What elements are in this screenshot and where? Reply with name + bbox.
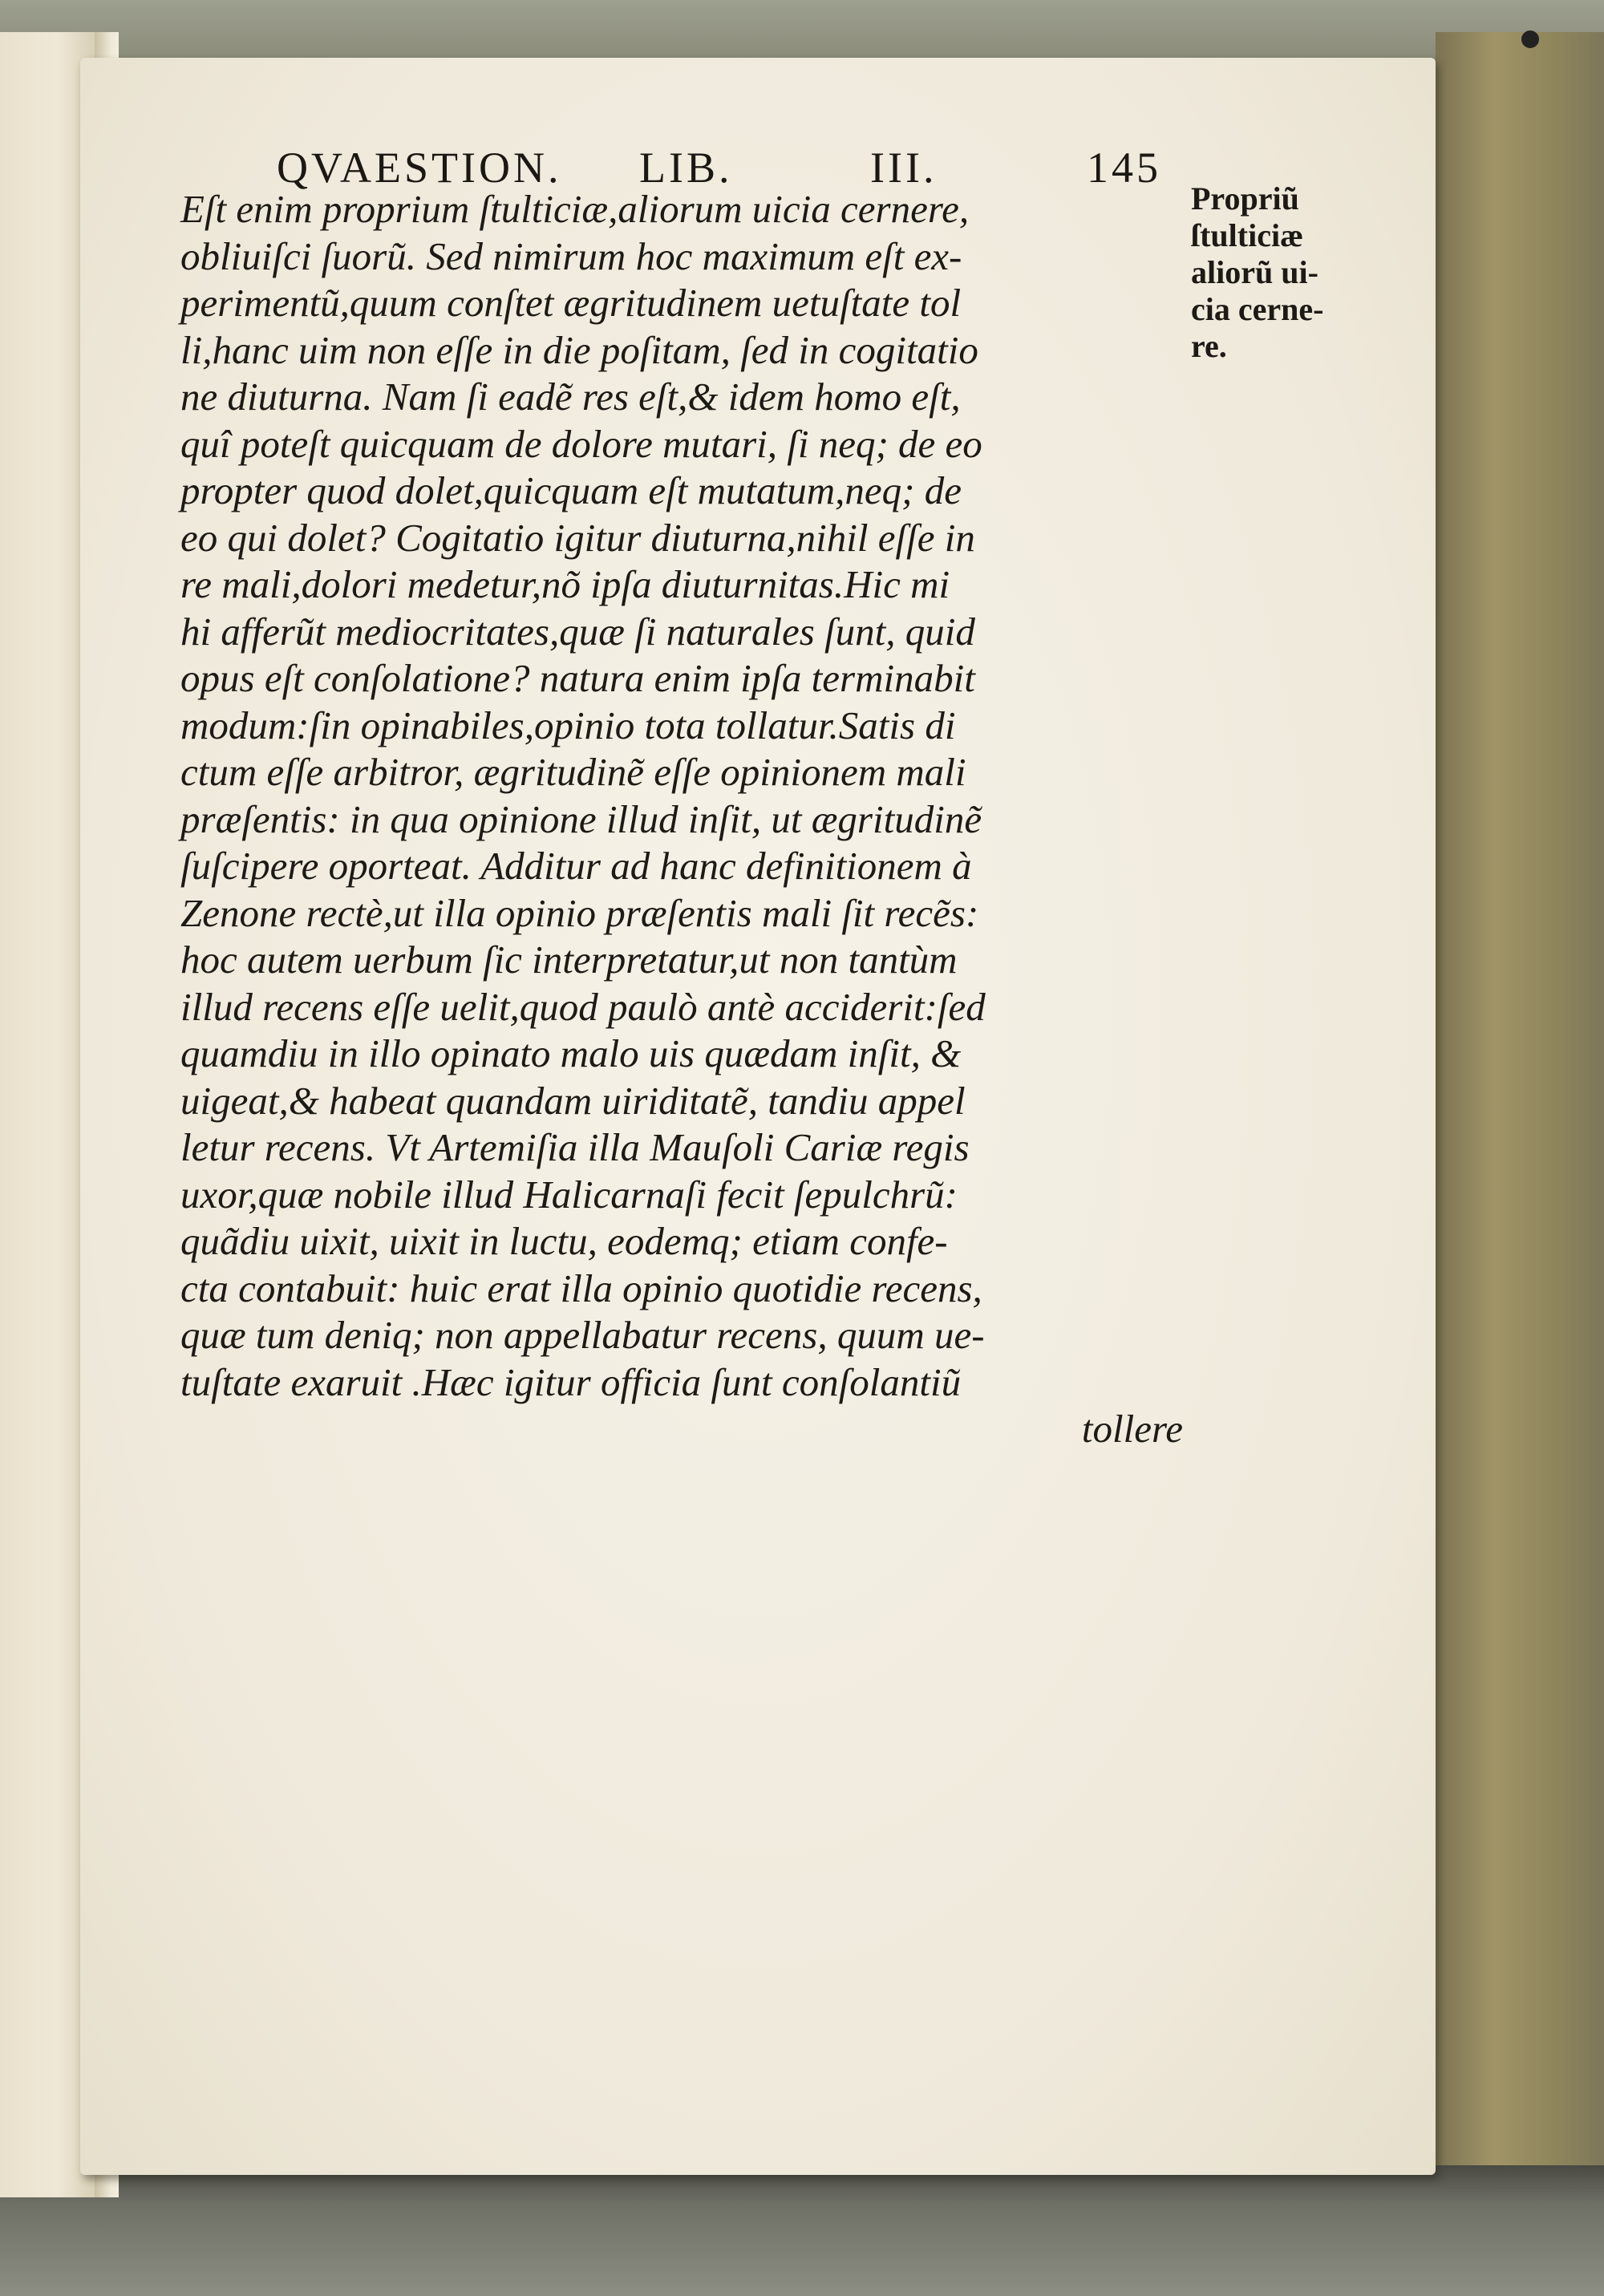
text-line: quî poteſt quicquam de dolore mutari, ſi neq; de eo xyxy=(180,421,982,466)
marginal-note-line: cia cerne- xyxy=(1191,291,1324,327)
text-line: quæ tum deniq; non appellabatur recens, quum ue- xyxy=(180,1313,985,1357)
text-line: obliuiſci ſuorũ. Sed nimirum hoc maximum eſt ex- xyxy=(180,233,962,278)
text-line: præſentis: in qua opinione illud inſit, ut ægritudinẽ xyxy=(180,796,982,841)
text-line: li,hanc uim non eſſe in die poſitam, ſed in cogitatio xyxy=(180,327,978,372)
running-title: QVAESTION. xyxy=(277,144,562,192)
running-lib: LIB. xyxy=(639,144,733,192)
right-board-edge xyxy=(1436,32,1604,2296)
text-line: Eſt enim proprium ſtulticiæ,aliorum uicia cernere, xyxy=(180,187,970,231)
text-line: ctum eſſe arbitror, ægritudinẽ eſſe opinionem mali xyxy=(180,750,966,794)
ink-dot xyxy=(1521,30,1539,48)
body-text xyxy=(180,186,1203,1453)
text-line: hi afferũt mediocritates,quæ ſi naturales ſunt, quid xyxy=(180,609,975,654)
marginal-note xyxy=(1191,180,1383,365)
catchword: tollere xyxy=(1081,1407,1183,1451)
marginal-note-line: Propriũ xyxy=(1191,180,1299,217)
text-line: uigeat,& habeat quandam uiriditatẽ, tandiu appel xyxy=(180,1078,966,1123)
text-line: illud recens eſſe uelit,quod paulò antè acciderit:ſed xyxy=(180,984,986,1029)
page-number: 145 xyxy=(1087,144,1161,192)
text-line: eo qui dolet? Cogitatio igitur diuturna,nihil eſſe in xyxy=(180,515,975,560)
text-line: opus eſt conſolatione? natura enim ipſa terminabit xyxy=(180,656,975,700)
text-line: letur recens. Vt Artemiſia illa Mauſoli Cariæ regis xyxy=(180,1125,970,1169)
text-line: cta contabuit: huic erat illa opinio quotidie recens, xyxy=(180,1265,982,1310)
marginal-note-line: re. xyxy=(1191,328,1227,364)
text-line: Zenone rectè,ut illa opinio præſentis mali ſit recẽs: xyxy=(180,890,979,935)
marginal-note-line: aliorũ ui- xyxy=(1191,254,1318,290)
text-line: uxor,quæ nobile illud Halicarnaſi fecit ſepulchrũ: xyxy=(180,1172,958,1217)
text-line: quãdiu uixit, uixit in luctu, eodemq; etiam confe- xyxy=(180,1219,948,1263)
text-line: hoc autem uerbum ſic interpretatur,ut non tantùm xyxy=(180,937,958,982)
text-line: tuſtate exaruit .Hæc igitur officia ſunt conſolantiũ xyxy=(180,1359,962,1404)
text-line: propter quod dolet,quicquam eſt mutatum,neq; de xyxy=(180,468,962,512)
running-book-number: III. xyxy=(870,144,938,192)
text-line: ſuſcipere oporteat. Additur ad hanc definitionem à xyxy=(180,844,972,888)
bottom-cloth-binding xyxy=(0,2165,1604,2296)
text-line: modum:ſin opinabiles,opinio tota tollatur.Satis di xyxy=(180,703,956,747)
text-line: ne diuturna. Nam ſi eadẽ res eſt,& idem homo eſt, xyxy=(180,375,961,419)
text-line: perimentũ,quum conſtet ægritudinem uetuſtate tol xyxy=(180,281,962,325)
text-line: quamdiu in illo opinato malo uis quædam inſit, & xyxy=(180,1031,962,1075)
text-line: re mali,dolori medetur,nõ ipſa diuturnitas.Hic mi xyxy=(180,562,950,606)
marginal-note-line: ſtulticiæ xyxy=(1191,217,1303,253)
